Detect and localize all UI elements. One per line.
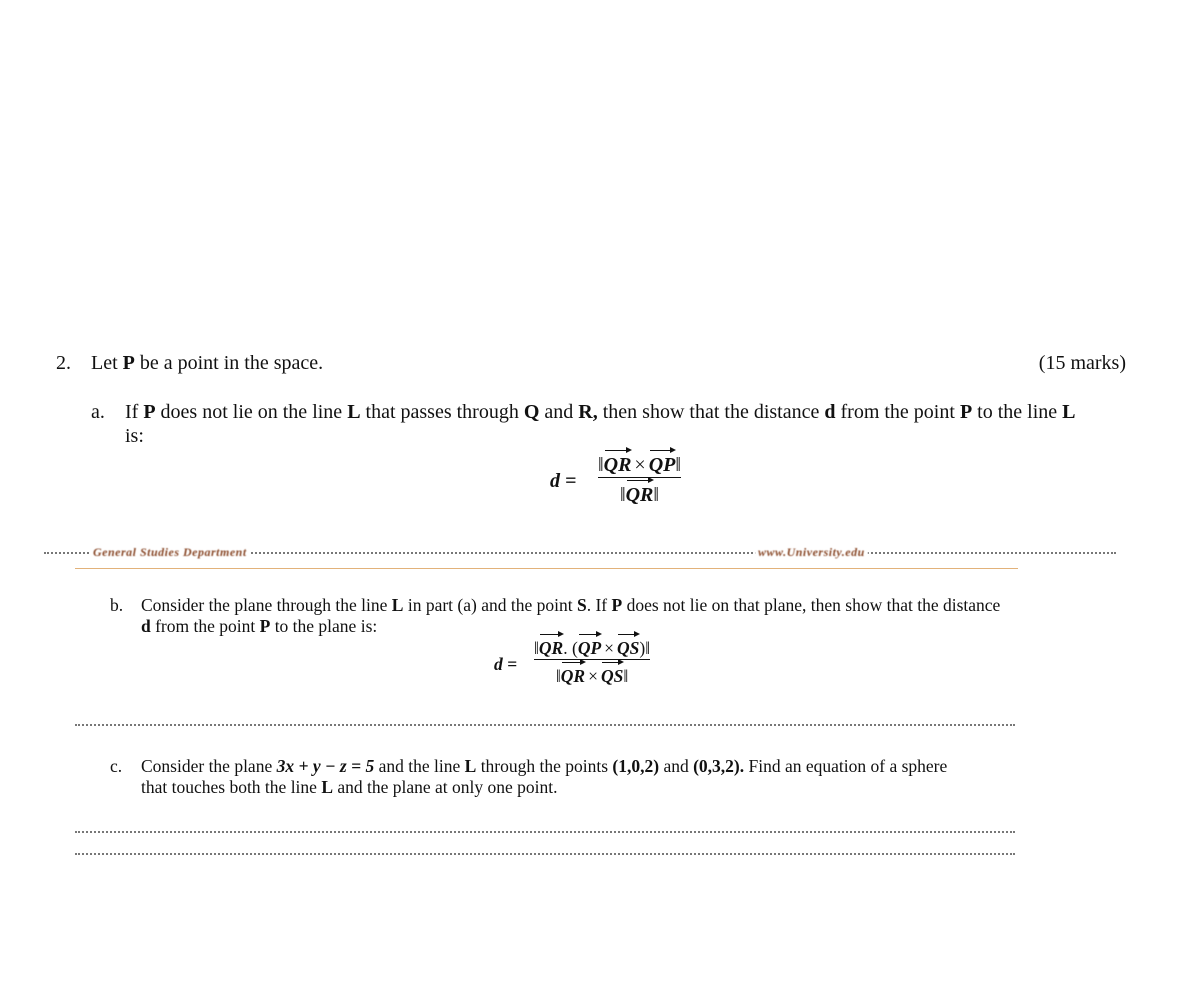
var: L xyxy=(321,777,333,797)
text: from the point xyxy=(150,616,260,636)
answer-line xyxy=(75,724,1015,726)
intro-text: Let xyxy=(91,352,123,374)
vector-qp: QP xyxy=(649,448,676,477)
text: in part (a) and the point xyxy=(403,595,577,615)
lhs: d = xyxy=(550,470,577,492)
norm-bars: ‖ xyxy=(598,454,604,476)
part-b-line1 xyxy=(141,595,1000,616)
vector-qp: QP xyxy=(578,632,601,659)
text: through the points xyxy=(476,756,613,776)
vector-qr: QR xyxy=(561,660,585,687)
formula-b-fraction xyxy=(534,632,650,687)
text: Consider the plane xyxy=(141,756,277,776)
point: (1,0,2) xyxy=(612,756,660,776)
vector-qr: QR xyxy=(626,478,654,507)
var: d xyxy=(141,616,151,636)
intro-text: be a point in the space. xyxy=(134,352,324,374)
var: R, xyxy=(578,401,598,423)
text: does not lie on the line xyxy=(155,401,348,423)
var: P xyxy=(959,401,973,423)
text: to the line xyxy=(972,401,1063,423)
lhs: d = xyxy=(494,654,518,674)
norm-bars: ‖ xyxy=(534,638,539,658)
part-a-label: a. xyxy=(91,401,105,423)
var: S xyxy=(576,595,587,615)
marks-label: (15 marks) xyxy=(1038,352,1126,374)
question-number: 2. xyxy=(56,352,71,374)
text: and the plane at only one point. xyxy=(333,777,558,797)
text: from the point xyxy=(835,401,960,423)
var: P xyxy=(611,595,623,615)
formula-b-numerator xyxy=(534,632,650,659)
cross-symbol: × xyxy=(634,454,646,476)
question-intro xyxy=(91,352,323,375)
var: P xyxy=(259,616,271,636)
part-c-line1 xyxy=(141,756,947,777)
dot-symbol: . xyxy=(563,638,568,658)
text: that passes through xyxy=(360,401,524,423)
part-c-label: c. xyxy=(110,756,123,776)
norm-bars: ‖ xyxy=(623,666,629,686)
paren: ) xyxy=(639,638,646,658)
var: L xyxy=(1062,401,1076,423)
vector-qr: QR xyxy=(604,448,632,477)
part-b-line2 xyxy=(141,616,377,637)
formula-a-fraction xyxy=(598,448,681,507)
paren: ( xyxy=(571,638,578,658)
vector-qs: QS xyxy=(601,660,623,687)
formula-b-lhs xyxy=(494,654,517,675)
var: L xyxy=(347,401,361,423)
text: Consider the plane through the line xyxy=(141,595,392,615)
text: does not lie on that plane, then show that the distance xyxy=(622,595,1001,615)
norm-bars: ‖ xyxy=(555,666,561,686)
text: . If xyxy=(586,595,612,615)
var: P xyxy=(143,401,156,423)
formula-a-lhs xyxy=(550,470,576,493)
text: Find an equation of a sphere xyxy=(744,756,948,776)
text: and xyxy=(659,756,694,776)
text: then show that the distance xyxy=(597,401,825,423)
vector-qs: QS xyxy=(617,632,639,659)
text: that touches both the line xyxy=(141,777,322,797)
vector-qr: QR xyxy=(539,632,563,659)
text: If xyxy=(125,401,144,423)
var: L xyxy=(464,756,477,776)
norm-bars: ‖ xyxy=(653,484,660,506)
norm-bars: ‖ xyxy=(645,638,651,658)
var: Q xyxy=(523,401,540,423)
formula-a-denominator xyxy=(620,478,659,507)
formula-a-numerator xyxy=(598,448,681,477)
footer-department: General Studies Department xyxy=(90,545,250,560)
text: to the plane is: xyxy=(270,616,378,636)
point: (0,3,2). xyxy=(693,756,745,776)
text: and xyxy=(539,401,579,423)
var: d xyxy=(824,401,836,423)
plane-equation: 3x + y − z = 5 xyxy=(276,756,375,776)
part-b-label: b. xyxy=(110,595,124,615)
answer-line xyxy=(75,853,1015,855)
part-a-line2: is: xyxy=(125,425,144,447)
cross-symbol: × xyxy=(588,666,598,686)
text: and the line xyxy=(374,756,465,776)
cross-symbol: × xyxy=(604,638,615,658)
answer-line xyxy=(75,831,1015,833)
var-p: P xyxy=(122,352,135,374)
norm-bars: ‖ xyxy=(675,454,681,476)
header-rule xyxy=(75,568,1018,569)
part-c-line2 xyxy=(141,777,558,798)
formula-b-denominator xyxy=(556,660,628,687)
part-a-line1 xyxy=(125,401,1075,424)
norm-bars: ‖ xyxy=(619,484,626,506)
footer-website: www.University.edu xyxy=(755,545,868,560)
var: L xyxy=(391,595,404,615)
